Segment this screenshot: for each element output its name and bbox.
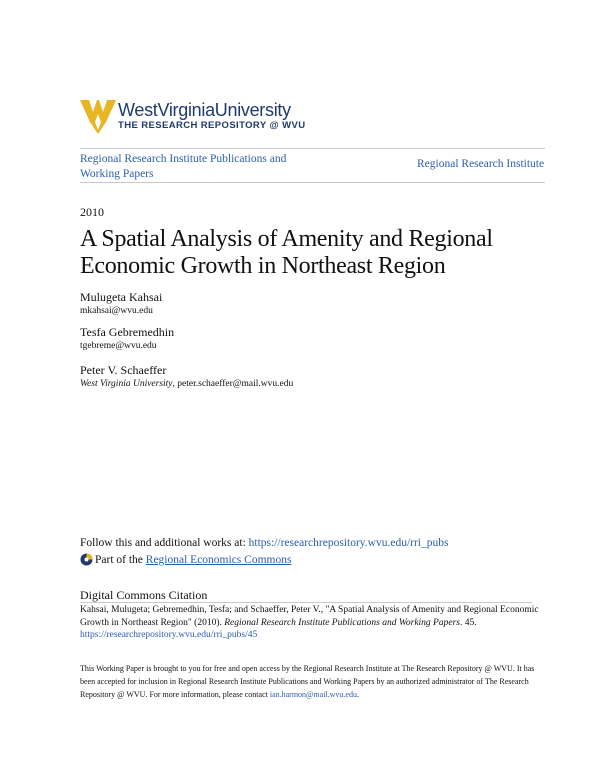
header-divider-bottom (80, 182, 545, 183)
wvu-flying-wv-logo-icon (80, 100, 116, 134)
author-name: Tesfa Gebremedhin (80, 325, 175, 339)
logo-wordmark: WestVirginiaUniversity (118, 100, 291, 120)
access-notice (80, 662, 550, 701)
citation-heading: Digital Commons Citation (80, 588, 208, 602)
author-name: Peter V. Schaeffer (80, 363, 167, 377)
citation-series: Regional Research Institute Publications and Working Papers (224, 617, 460, 628)
citation-text (80, 604, 550, 642)
logo-subtitle: THE RESEARCH REPOSITORY @ WVU (118, 120, 306, 131)
citation-body: Kahsai, Mulugeta; Gebremedhin, Tesfa; and Schaeffer, Peter V., "A Spatial Analysis of Amenity and Regional Economic Growth in Northeast Region" (2010). (80, 605, 539, 628)
part-of-line (95, 554, 291, 566)
author-email: mkahsai@wvu.edu (80, 306, 153, 316)
notice-end: . (356, 690, 359, 699)
citation-tail: . 45. (459, 617, 477, 628)
publication-year: 2010 (80, 205, 104, 219)
author-email: tgebreme@wvu.edu (80, 341, 157, 351)
commons-link[interactable]: Regional Economics Commons (145, 554, 292, 566)
follow-line (80, 537, 448, 549)
part-of-label: Part of the (95, 554, 146, 566)
follow-label: Follow this and additional works at: (80, 537, 249, 549)
notice-text: This Working Paper is brought to you for free and open access by the Regional Research Institute at The Research Repository @ WVU. It has been accepted for inclusion in Regional Research Institute Publications and Working Papers by an authorized administrator of The Research Repository @ WVU. For more information, please contact (80, 664, 535, 699)
author-affiliation: West Virginia University (80, 379, 173, 389)
paper-title: A Spatial Analysis of Amenity and Regional Economic Growth in Northeast Region (80, 226, 493, 279)
citation-divider (80, 602, 532, 603)
institute-link[interactable]: Regional Research Institute (417, 158, 545, 170)
header-divider-top (80, 148, 545, 149)
author-email: , peter.schaeffer@mail.wvu.edu (172, 379, 294, 389)
citation-url[interactable]: https://researchrepository.wvu.edu/rri_pubs/45 (80, 630, 258, 640)
network-commons-icon (80, 553, 93, 566)
author-name: Mulugeta Kahsai (80, 290, 163, 304)
author-affiliation-email (80, 379, 293, 389)
contact-email-link[interactable]: ian.harmon@mail.wvu.edu (269, 690, 357, 699)
follow-link[interactable]: https://researchrepository.wvu.edu/rri_pubs (248, 537, 449, 549)
series-link[interactable]: Regional Research Institute Publications and Working Papers (80, 153, 287, 180)
